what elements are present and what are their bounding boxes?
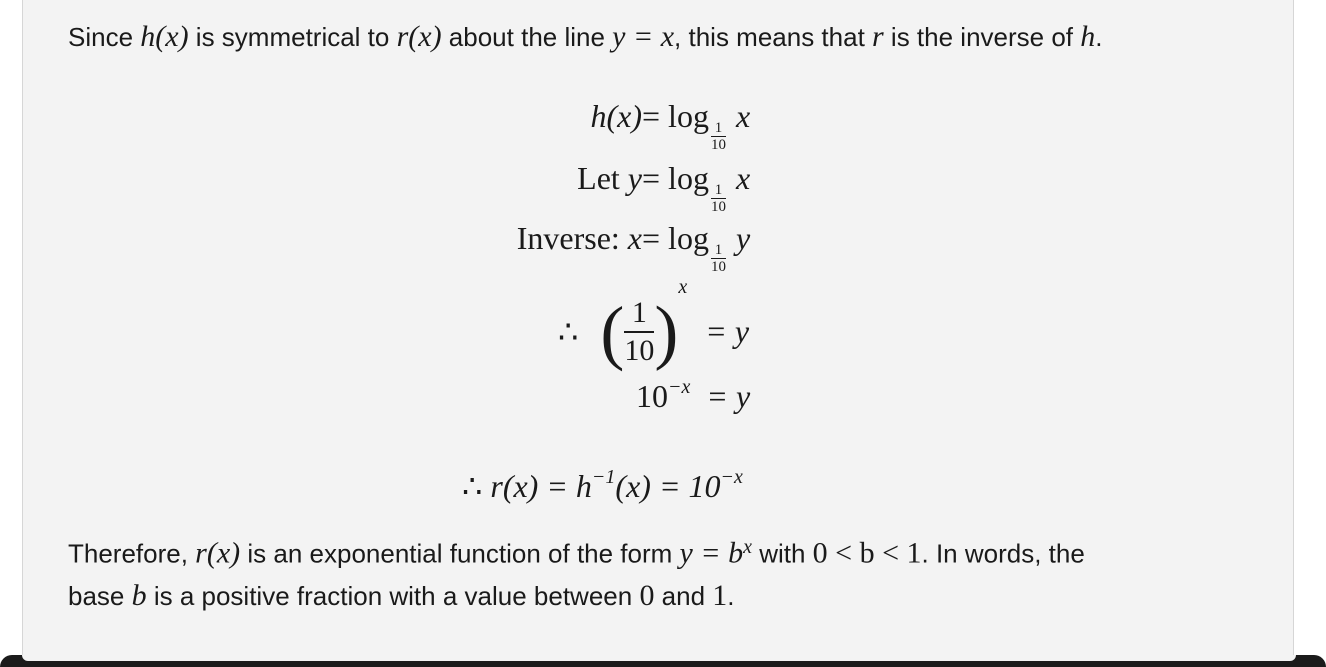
math-form-exp: x xyxy=(743,536,752,558)
intro-text: . xyxy=(1095,22,1103,52)
intro-text: about the line xyxy=(441,22,613,52)
math-form: y = b xyxy=(679,536,744,570)
eq6-main: r(x) = h xyxy=(490,468,592,504)
eq5-rhs: = y xyxy=(706,378,751,414)
eq3-arg: y xyxy=(735,220,751,256)
intro-text: is symmetrical to xyxy=(188,22,397,52)
conclusion-text: Therefore, xyxy=(68,538,196,569)
eq2-log: = log xyxy=(642,160,709,196)
eq4-rhs: = y xyxy=(705,313,750,350)
equation-4: ∴ ( $\frac{1}{10})^x = y$ xyxy=(558,276,750,372)
math-h: h xyxy=(1080,20,1096,53)
intro-text: is the inverse of xyxy=(883,22,1081,52)
intro-text: , this means that xyxy=(674,22,873,52)
therefore-symbol: ∴ xyxy=(462,468,491,504)
conclusion-text: . xyxy=(727,581,735,611)
eq1-base: $\frac{1}{10}$ xyxy=(710,120,726,153)
eq1-log: = log xyxy=(642,98,709,134)
conclusion-paragraph-line1 xyxy=(68,536,1085,571)
intro-text: Since xyxy=(68,22,141,52)
eq3-log: = log xyxy=(642,220,709,256)
bottom-edge xyxy=(0,655,1326,667)
conclusion-text: is a positive fraction with a value between xyxy=(146,581,640,611)
eq2-arg: x xyxy=(735,160,751,196)
conclusion-text: and xyxy=(654,581,713,611)
conclusion-paragraph-line2 xyxy=(68,579,735,613)
conclusion-text: is an exponential function of the form xyxy=(240,538,680,569)
eq3-base: $\frac{1}{10}$ xyxy=(710,242,726,275)
math-one: 1 xyxy=(712,579,728,612)
eq6-exponent: −x xyxy=(720,466,743,488)
eq6-main: (x) = 10 xyxy=(615,468,721,504)
equation-5 xyxy=(636,376,750,415)
math-line: y = x xyxy=(612,20,675,53)
conclusion-text: . In words, the xyxy=(921,538,1085,569)
math-r: r xyxy=(872,20,884,53)
eq4-exponent: x xyxy=(678,276,688,298)
eq6-inverse: −1 xyxy=(591,466,616,488)
math-b: b xyxy=(131,579,147,612)
math-rx: r(x) xyxy=(195,536,241,570)
eq2-var: y xyxy=(627,160,642,196)
eq1-lhs: h(x) xyxy=(590,98,642,134)
eq5-base: 10 xyxy=(636,378,668,414)
math-range: 0 < b < 1 xyxy=(812,536,922,570)
therefore-symbol: ∴ xyxy=(558,313,579,350)
conclusion-text: with xyxy=(751,538,813,569)
eq1-arg: x xyxy=(735,98,751,134)
eq2-base: $\frac{1}{10}$ xyxy=(710,182,726,215)
eq3-inverse: Inverse: xyxy=(516,220,628,256)
math-zero: 0 xyxy=(639,579,655,612)
conclusion-text: base xyxy=(68,581,132,611)
intro-paragraph xyxy=(68,20,1102,54)
eq4-fraction: $\frac{1}{10}$ xyxy=(624,295,655,367)
eq5-exponent: −x xyxy=(668,376,691,398)
math-rx: r(x) xyxy=(396,20,442,53)
eq3-var: x xyxy=(627,220,642,256)
equation-6 xyxy=(462,466,743,505)
eq2-let: Let xyxy=(577,160,628,196)
math-hx: h(x) xyxy=(140,20,189,53)
